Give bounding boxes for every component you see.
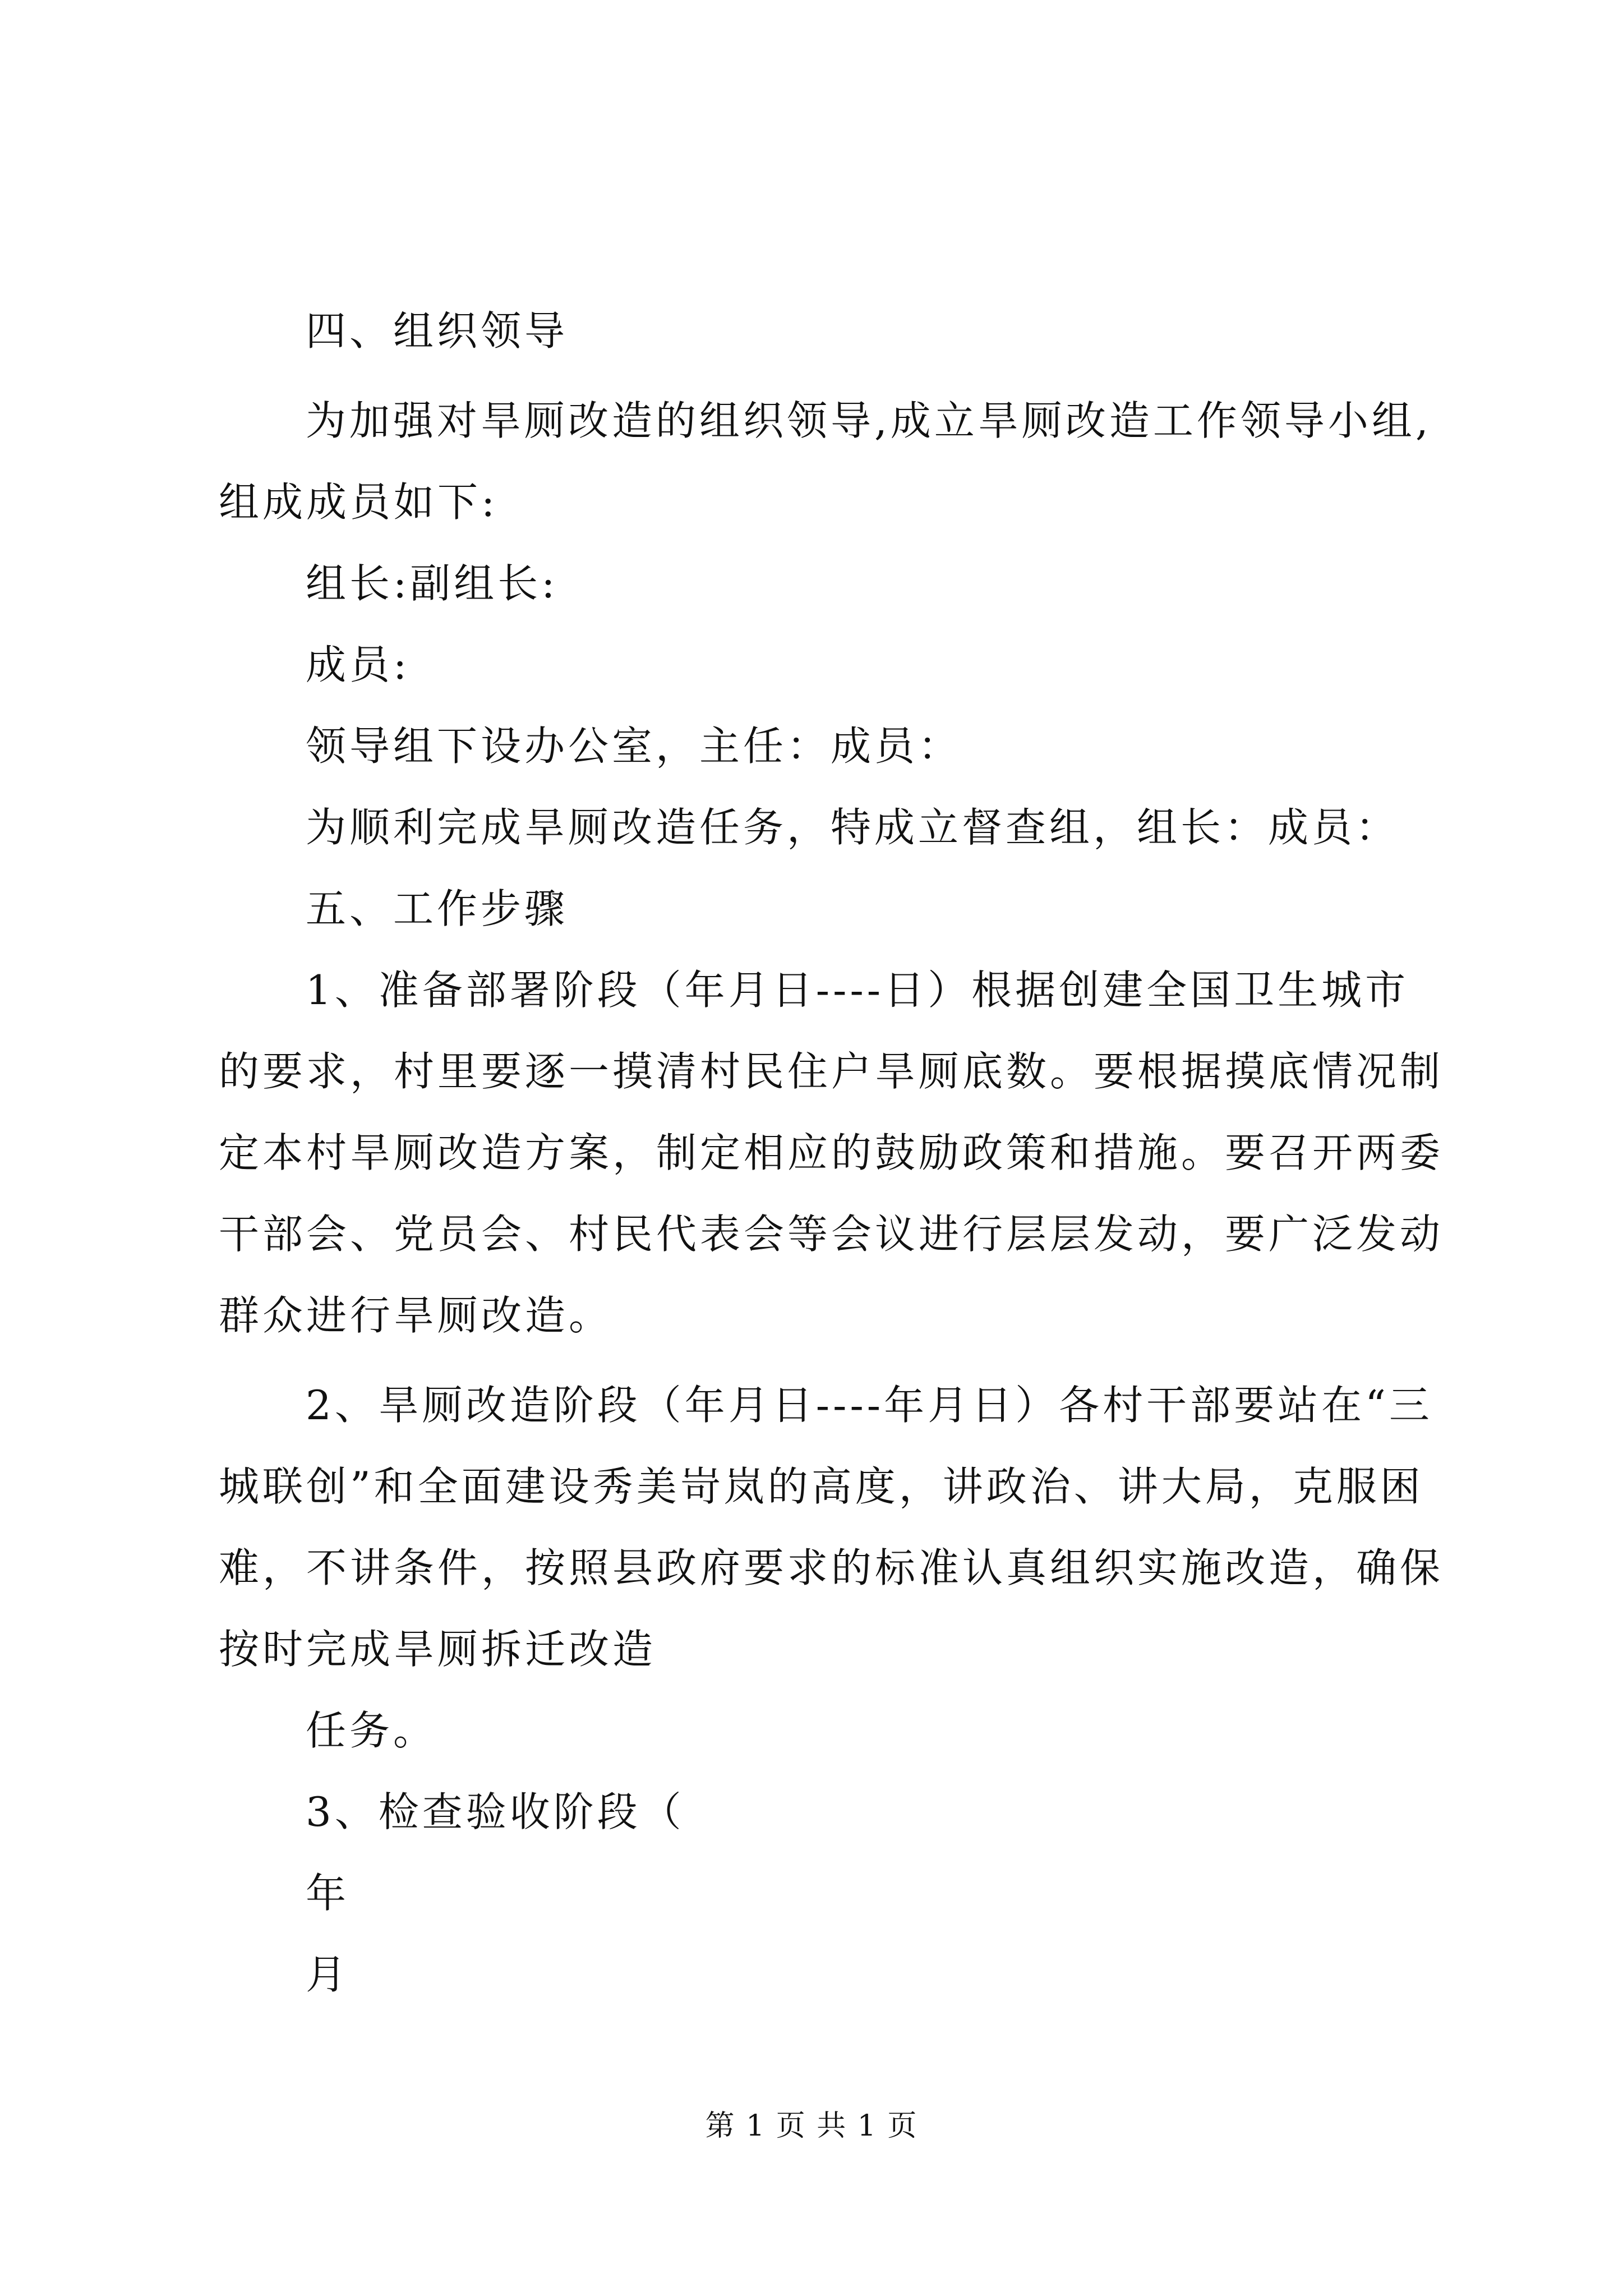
paragraph-line: 城联创”和全面建设秀美岢岚的高度，讲政治、讲大局，克服困 bbox=[219, 1463, 1424, 1510]
paragraph-line: 的要求，村里要逐一摸清村民住户旱厕底数。要根据摸底情况制 bbox=[219, 1048, 1444, 1095]
paragraph-line: 干部会、党员会、村民代表会等会议进行层层发动，要广泛发动 bbox=[219, 1211, 1444, 1258]
paragraph-line: 领导组下设办公室，主任：成员： bbox=[306, 723, 962, 770]
paragraph-line: 定本村旱厕改造方案，制定相应的鼓励政策和措施。要召开两委 bbox=[219, 1129, 1444, 1176]
section-heading-organization: 四、组织领导 bbox=[306, 307, 569, 355]
paragraph-line: 任务。 bbox=[306, 1707, 437, 1754]
paragraph-line: 难，不讲条件，按照县政府要求的标准认真组织实施改造，确保 bbox=[219, 1544, 1444, 1591]
paragraph-line: 1、准备部署阶段（年月日----日）根据创建全国卫生城市 bbox=[306, 967, 1409, 1014]
paragraph-line: 按时完成旱厕拆迁改造 bbox=[219, 1626, 657, 1673]
paragraph-line: 成员: bbox=[306, 641, 411, 688]
paragraph-line: 2、旱厕改造阶段（年月日----年月日）各村干部要站在“三 bbox=[306, 1382, 1433, 1429]
page-number-footer: 第 1 页 共 1 页 bbox=[705, 2109, 918, 2143]
section-heading-steps: 五、工作步骤 bbox=[306, 885, 569, 932]
paragraph-line: 为加强对旱厕改造的组织领导,成立旱厕改造工作领导小组, bbox=[306, 397, 1432, 444]
paragraph-line: 群众进行旱厕改造。 bbox=[219, 1292, 613, 1339]
paragraph-line: 为顺利完成旱厕改造任务，特成立督查组，组长：成员： bbox=[306, 804, 1400, 851]
paragraph-line: 组成成员如下: bbox=[219, 478, 499, 526]
paragraph-line: 月 bbox=[306, 1951, 350, 1998]
paragraph-line: 年 bbox=[306, 1870, 350, 1917]
paragraph-line: 3、检查验收阶段（ bbox=[306, 1788, 685, 1835]
paragraph-line: 组长:副组长: bbox=[306, 560, 559, 607]
